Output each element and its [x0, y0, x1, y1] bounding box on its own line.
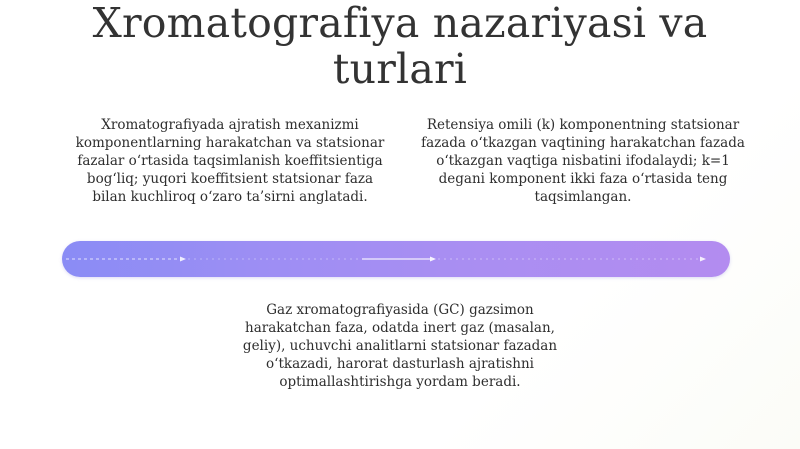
bottom-text-block: Gaz xromatografiyasida (GC) gazsimon harakatchan faza, odatda inert gaz (masalan, geliy), uchuvchi analitlarni statsionar fazadan o‘tkazadi, harorat dasturlash ajratishni optimallashtirishga yordam beradi. [242, 302, 558, 390]
left-text-block: Xromatografiyada ajratish mexanizmi komponentlarning harakatchan va statsionar fazalar o‘rtasida taqsimlanish koeffitsientiga bog‘liq; yuqori koeffitsient statsionar faza bilan kuchliroq o‘zaro ta’sirni anglatadi. [75, 117, 385, 205]
right-text-block: Retensiya omili (k) komponentning statsionar fazada o‘tkazgan vaqtining harakatchan fazada o‘tkazgan vaqtiga nisbatini ifodalaydi; k=1 degani komponent ikki faza o‘rtasida teng taqsimlangan. [421, 117, 745, 205]
slide-title: Xromatografiya nazariyasi va turlari [92, 0, 708, 93]
flow-arrows-decoration [62, 241, 730, 277]
flow-band [62, 241, 730, 277]
